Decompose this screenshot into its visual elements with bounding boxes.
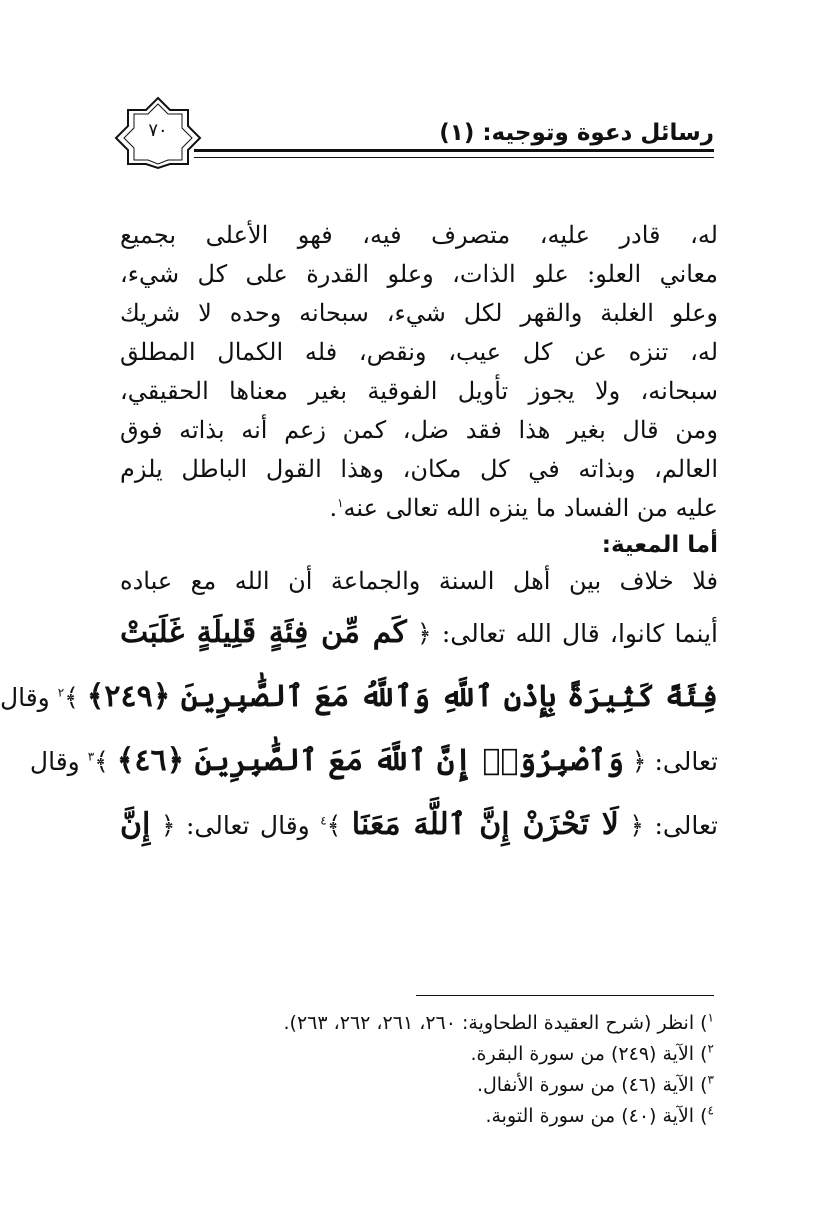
quran-line bbox=[120, 601, 718, 665]
footnote-text: الآية (٤٦) من سورة الأنفال. bbox=[476, 1074, 695, 1096]
footnote-number: ١ bbox=[707, 1010, 714, 1025]
header-rule-thick bbox=[194, 149, 714, 152]
footnote-text: انظر (شرح العقيدة الطحاوية: ٢٦٠، ٢٦١، ٢٦٢، ٢٦٣). bbox=[283, 1012, 695, 1034]
quran-lead: أينما كانوا، قال الله تعالى: ﴿ bbox=[417, 619, 718, 648]
text-line: له، تنزه عن كل عيب، ونقص، فله الكمال المطلق bbox=[120, 338, 718, 366]
footnote-marker: ٤ bbox=[320, 813, 327, 828]
quran-line bbox=[120, 793, 718, 857]
quran-verse: وَٱصْبِرُوٓا۟ إِنَّ ٱللَّهَ مَعَ ٱلصَّٰبِرِينَ ﴿٤٦﴾ bbox=[116, 743, 624, 778]
footnotes bbox=[132, 1008, 714, 1132]
footnote-separator bbox=[416, 995, 714, 996]
footnote-text: الآية (٤٠) من سورة التوبة. bbox=[485, 1105, 695, 1127]
footnote-number: ٣ bbox=[707, 1072, 714, 1087]
quran-close: ﴾ bbox=[94, 747, 109, 776]
footnote: $^١$) انظر (شرح العقيدة الطحاوية: ٢٦٠، ٢٦١، ٢٦٢، ٢٦٣). bbox=[283, 1010, 714, 1034]
quran-line bbox=[29, 729, 718, 793]
text-line: معاني العلو: علو الذات، وعلو القدرة على كل شيء، bbox=[120, 260, 718, 288]
quran-verse: إِنَّ bbox=[120, 807, 151, 842]
section-heading: أما المعية: bbox=[601, 532, 718, 558]
text-line-content: عليه من الفساد ما ينزه الله تعالى عنه bbox=[343, 494, 718, 522]
running-title: رسائل دعوة وتوجيه: (١) bbox=[439, 120, 714, 146]
footnote: $^٤$) الآية (٤٠) من سورة التوبة. bbox=[485, 1103, 714, 1127]
text-line: ومن قال بغير هذا فقد ضل، كمن زعم أنه بذاته فوق bbox=[120, 416, 718, 444]
text-line: وعلو الغلبة والقهر لكل شيء، سبحانه وحده لا شريك bbox=[120, 299, 718, 327]
text-line: له، قادر عليه، متصرف فيه، فهو الأعلى بجميع bbox=[120, 221, 718, 249]
quran-verse: لَا تَحْزَنْ إِنَّ ٱللَّهَ مَعَنَا bbox=[351, 807, 619, 842]
quran-verse: فِئَةً كَثِيرَةً بِإِذْنِ ٱللَّهِ وَٱللَّهُ مَعَ ٱلصَّٰبِرِينَ ﴿٢٤٩﴾ bbox=[86, 679, 718, 714]
footnote-marker: ١ bbox=[337, 496, 344, 510]
footnote: $^٣$) الآية (٤٦) من سورة الأنفال. bbox=[476, 1072, 714, 1096]
text-line: فلا خلاف بين أهل السنة والجماعة أن الله مع عباده bbox=[120, 567, 718, 595]
text-line: سبحانه، ولا يجوز تأويل الفوقية بغير معناها الحقيقي، bbox=[120, 377, 718, 405]
header-rule-thin bbox=[194, 157, 714, 158]
page-number-badge bbox=[112, 96, 204, 168]
main-text bbox=[0, 216, 718, 857]
footnote-number: ٢ bbox=[707, 1041, 714, 1056]
footnote-marker: ٢ bbox=[57, 685, 65, 700]
page-number: ٧٠ bbox=[148, 120, 168, 141]
text-line: عليه من الفساد ما ينزه الله تعالى عنه$^١$. bbox=[329, 494, 718, 522]
footnote: $^٢$) الآية (٢٤٩) من سورة البقرة. bbox=[470, 1041, 714, 1065]
footnote-marker: ٣ bbox=[87, 749, 95, 764]
quran-verse: كَم مِّن فِئَةٍ قَلِيلَةٍ غَلَبَتْ bbox=[120, 615, 407, 650]
quran-close: ﴾ bbox=[326, 811, 342, 840]
text-line: العالم، وبذاته في كل مكان، وهذا القول الباطل يلزم bbox=[120, 455, 718, 483]
quran-lead: تعالى: ﴿ bbox=[631, 747, 718, 776]
quran-lead: تعالى: ﴿ bbox=[629, 811, 718, 840]
quran-tail: وقال bbox=[0, 683, 50, 712]
quran-line bbox=[0, 665, 718, 729]
footnote-number: ٤ bbox=[707, 1103, 714, 1118]
quran-tail: وقال تعالى: ﴿ bbox=[160, 811, 310, 840]
quran-close: ﴾ bbox=[64, 683, 79, 712]
quran-tail: وقال bbox=[29, 747, 80, 776]
footnote-text: الآية (٢٤٩) من سورة البقرة. bbox=[470, 1043, 695, 1065]
